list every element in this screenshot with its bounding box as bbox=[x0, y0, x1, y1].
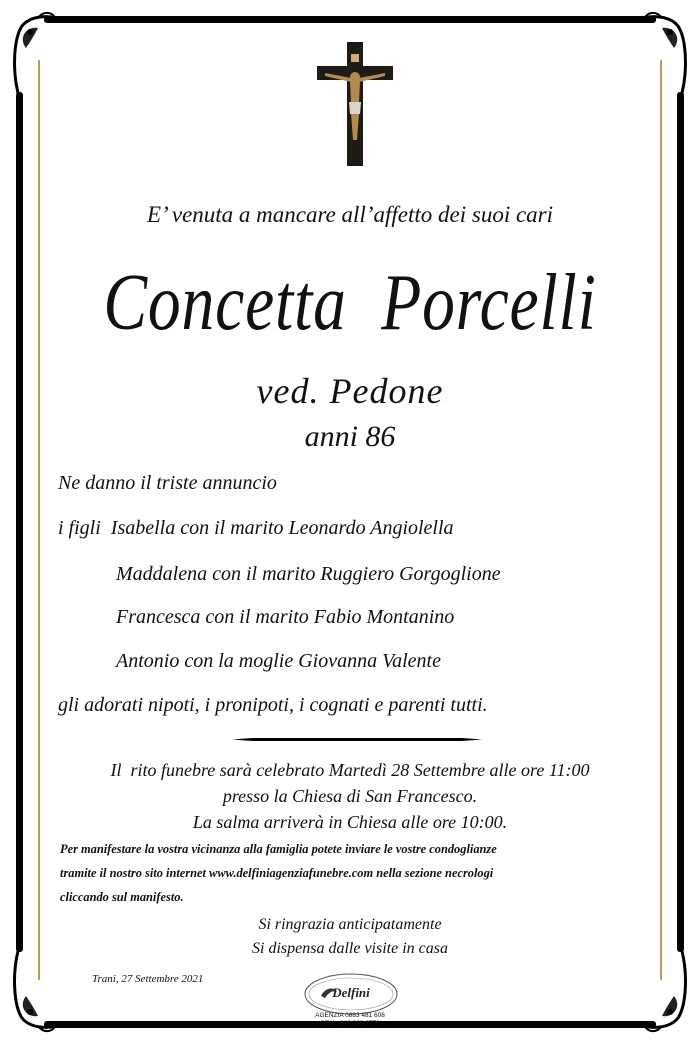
children-line-1: i figli Isabella con il marito Leonardo Angiolella bbox=[58, 517, 454, 539]
widow-of-text: ved. Pedone bbox=[256, 371, 444, 411]
age-text: anni 86 bbox=[304, 420, 396, 453]
crucifix-icon bbox=[315, 40, 395, 170]
funeral-line-3: La salma arriverà in Chiesa alle ore 10:00. bbox=[192, 812, 508, 832]
intro-text: E’ venuta a mancare all’affetto dei suoi cari bbox=[146, 202, 554, 227]
announce-text: Ne danno il triste annuncio bbox=[58, 472, 277, 494]
condolences-line-1: Per manifestare la vostra vicinanza alla famiglia potete inviare le vostre condoglianze bbox=[60, 842, 497, 856]
corner-ornament-top-right bbox=[632, 8, 692, 98]
thanks-line-1: Si ringrazia anticipatamente bbox=[258, 916, 442, 933]
condolences-line-3: cliccando sul manifesto. bbox=[60, 890, 184, 904]
corner-ornament-top-left bbox=[8, 8, 68, 98]
funeral-line-1: Il rito funebre sarà celebrato Martedì 28 Settembre alle ore 11:00 bbox=[110, 760, 590, 780]
thanks-line-2: Si dispensa dalle visite in casa bbox=[252, 940, 448, 957]
funeral-line-2: presso la Chiesa di San Francesco. bbox=[222, 786, 478, 806]
deceased-name: Concetta Porcelli bbox=[103, 259, 597, 347]
relatives-text: gli adorati nipoti, i pronipoti, i cognati e parenti tutti. bbox=[58, 694, 488, 716]
condolences-line-2: tramite il nostro sito internet www.delfiniagenziafunebre.com nella sezione necrologi bbox=[60, 866, 494, 880]
agency-phone: AGENZIA 0883 481 608 bbox=[315, 1012, 385, 1019]
corner-ornament-bottom-right bbox=[632, 946, 692, 1036]
agency-contacts bbox=[300, 1012, 400, 1028]
place-date: Trani, 27 Settembre 2021 bbox=[92, 973, 204, 985]
children-line-4: Antonio con la moglie Giovanna Valente bbox=[116, 650, 441, 672]
corner-ornament-bottom-left bbox=[8, 946, 68, 1036]
children-line-3: Francesca con il marito Fabio Montanino bbox=[116, 606, 455, 628]
frame-left-gold-line bbox=[38, 60, 40, 980]
frame-right-gold-line bbox=[660, 60, 662, 980]
divider bbox=[232, 738, 482, 741]
agency-mobile: CELL. 340 282 6772 bbox=[320, 1020, 380, 1027]
children-line-2: Maddalena con il marito Ruggiero Gorgoglione bbox=[116, 563, 501, 585]
frame-top-bar bbox=[44, 16, 656, 23]
agency-logo-text: Delfini bbox=[332, 985, 370, 1000]
